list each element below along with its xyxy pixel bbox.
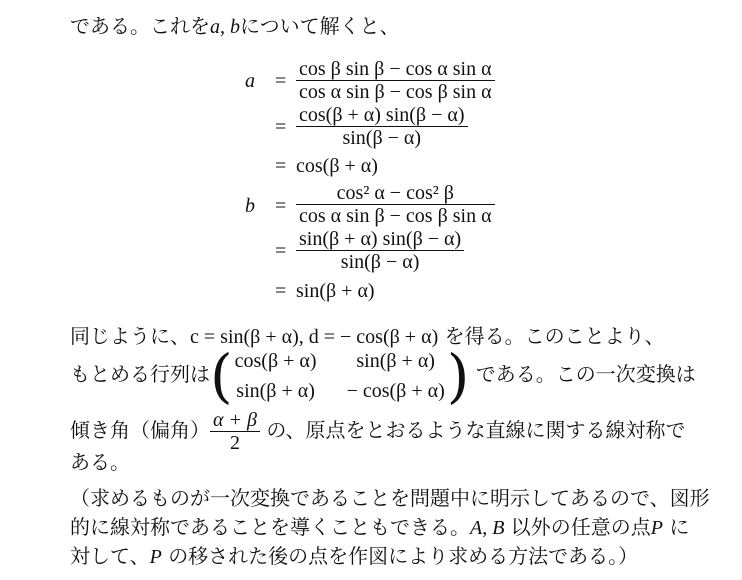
angle-denominator: 2 xyxy=(229,432,240,454)
eq-a-label: a xyxy=(245,70,255,92)
eq-a1-numerator: cos β sin β − cos α sin α xyxy=(296,58,495,81)
eq-b2-denominator: sin(β − α) xyxy=(340,251,420,273)
intro-after: について解くと、 xyxy=(240,14,400,38)
para3-line2-p: P xyxy=(650,517,664,539)
para2-line1-start: 同じように、 xyxy=(70,324,190,348)
eq-b3-equals: = xyxy=(275,280,287,302)
eq-b-label: b xyxy=(245,195,255,217)
eq-b2-numerator: sin(β + α) sin(β − α) xyxy=(296,228,464,251)
para2-line2-start: もとめる行列は xyxy=(70,362,210,386)
matrix-entry-11: cos(β + α) xyxy=(234,349,317,372)
matrix-left-paren: ( xyxy=(210,341,233,410)
para3-line2-vars: A, B xyxy=(470,517,505,539)
rotation-matrix xyxy=(210,341,470,410)
para3-line3 xyxy=(70,544,638,569)
para3-line2-start: 的に線対称であることを導くこともできる。 xyxy=(70,515,470,539)
eq-b3-result: sin(β + α) xyxy=(296,280,375,302)
eq-a3-equals: = xyxy=(275,155,287,177)
para3-line2 xyxy=(70,515,689,540)
matrix-right-paren: ) xyxy=(446,341,470,410)
angle-fraction xyxy=(210,409,260,454)
matrix-entry-12: sin(β + α) xyxy=(356,349,435,372)
eq-a2-numerator: cos(β + α) sin(β − α) xyxy=(296,104,468,127)
intro-vars: a, b xyxy=(210,16,240,38)
para2-line2 xyxy=(70,341,696,410)
para2-line1-end: を得る。このことより、 xyxy=(444,324,665,348)
eq-a1-equals: = xyxy=(275,70,287,92)
eq-a1-denominator: cos α sin β − cos β sin α xyxy=(299,81,492,103)
para2-cd-expression: c = sin(β + α), d = − cos(β + α) xyxy=(190,326,439,348)
para3-line2-end: に xyxy=(669,515,690,539)
eq-b1-fraction xyxy=(296,182,495,227)
eq-b1-denominator: cos α sin β − cos β sin α xyxy=(299,205,492,227)
para3-line3-start: 対して、 xyxy=(70,544,150,568)
eq-b1-equals: = xyxy=(275,195,287,217)
eq-a2-equals: = xyxy=(275,116,287,138)
para3-line3-end: の移された後の点を作図により求める方法である。） xyxy=(168,544,639,568)
para2-line2-end: である。この一次変換は xyxy=(475,362,696,386)
eq-a2-fraction xyxy=(296,104,468,149)
eq-b2-fraction xyxy=(296,228,464,273)
angle-numerator: α + β xyxy=(210,409,260,432)
para3-line1: （求めるものが一次変換であることを問題中に明示してあるので、図形 xyxy=(70,486,710,510)
intro-line xyxy=(70,14,400,39)
eq-b1-numerator: cos² α − cos² β xyxy=(296,182,495,205)
intro-before: である。これを xyxy=(70,14,210,38)
matrix-entry-21: sin(β + α) xyxy=(236,379,315,402)
para2-line3-end: の、原点をとおるような直線に関する線対称で xyxy=(266,418,686,442)
eq-b2-equals: = xyxy=(275,240,287,262)
para3-line3-p: P xyxy=(149,546,162,568)
para2-line4: ある。 xyxy=(70,450,130,474)
para2-line3-start: 傾き角（偏角） xyxy=(70,418,210,442)
para3-line2-mid: 以外の任意の点 xyxy=(510,515,651,539)
matrix-entries xyxy=(233,348,447,404)
eq-a1-fraction xyxy=(296,58,495,103)
eq-a3-result: cos(β + α) xyxy=(296,155,378,177)
para2-line3 xyxy=(70,404,686,456)
eq-a2-denominator: sin(β − α) xyxy=(342,127,422,149)
matrix-entry-22: − cos(β + α) xyxy=(346,379,445,402)
